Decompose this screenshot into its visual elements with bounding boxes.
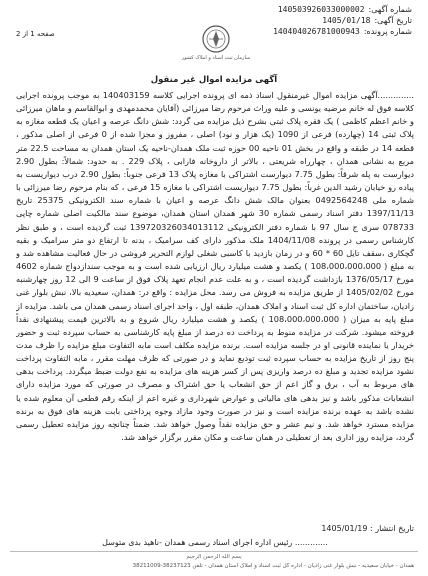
file-number: 140404026781000943 — [273, 27, 360, 36]
registry-emblem-icon — [201, 24, 231, 54]
ad-body-text: ..............آگهی مزایده اموال غیرمنقول اسناد ذمه ای پرونده اجرایی کلاسه 140403159 به موجب پرونده اجرایی کلاسه فوق له خانم مرضیه یونسی و علیه وراث مرحوم رضا میرزائی (آقایان محمدمهدی و ابوالقاسم و ماهان میرزائی و خانم اعظم کاظمی ) یک فقره پلاک ثبتی بشرح ذیل مزایده می گردد: شش دانگ عرصه و اعیان یک قطعه مغازه به پلاک ثبتی 14 (چهارده) فرعی از 1090 (یک هزار و نود) اصلی ، مفروز و مجزا شده از 0 فرعی از اصلی مذکور ، قطعه 14 در طبقه و واقع در بخش 01 ناحیه 00 حوزه ثبت ملک همدان-ناحیه یک استان همدان به مساحت 22.5 متر مربع به نشانی همدان ، چهارراه شریعتی ، بالاتر از داروخانه فارابی ، پلاک 229 . به حدود: شمالاً: بطول 2.90 دیوارست به پله شرقاً: بطول 7.75 دیوارست اشتراکی با مغازه پلاک 13 فرعی جنوباً: بطول 2.90 درب دیواریست به پیاده رو خیابان رشید الدین غرباً: بطول 7.75 دیواریست اشتراکی با مغازه 15 فرعی ، که بنام مرحوم رضا میرزائی با شماره ملی 0492564248 بعنوان مالک شش دانگ عرصه و اعیان با شماره سند الکترونیکی 25375 تاریخ 1397/11/13 دفتر اسناد رسمی شماره 30 شهر همدان استان همدان، موضوع سند مالکیت اصلی شماره چاپی 078733 سری ج سال 97 با شماره دفتر الکترونیکی 139720326034013112 ثبت گردیده است ، و طبق نظر کارشناس رسمی در پرونده 1404/11/08 ملک مذکور دارای کف سرامیک ، بدنه تا ارتفاع دو متر سرامیک و بقیه گچکاری ،سقف تایل 60 * 60 و در زمان بازدید با کاسبی شغلی لوازم التحریر فروشی در حال فعالیت مشاهده شد و به مبلغ ( 108،000،000،000 ) یکصد و هشت میلیارد ریال ارزیابی شده است و به موجب سندازدواج شماره 4602 مورخ 1376/05/17 بازداشت گردیده است ، و به علت عدم انجام تعهد پلاک فوق از ساعت 9 الی 12 روز چهارشنبه مورخ 1405/02/02 از طریق مزایده به فروش می رسد. محل مزایده : واقع در: همدان، سعیدیه بالا، نبش بلوار غنی زادیان، ساختمان اداره کل ثبت اسناد و املاک همدان، طبقه اول ، واحد اجرای اسناد رسمی همدان می باشد. مزایده از مبلغ پایه به میزان ( 108،000،000،000 ) یکصد و هشت میلیارد ریال شروع و به بالاترین قیمت پیشنهادی نقداً فروخته میشود. شرکت در مزایده منوط به پرداخت ده درصد از مبلغ پایه کارشناسی به حساب سپرده ثبت و حضور خریدار یا نماینده قانونی او در جلسه مزایده است. برنده مزایده مکلف است مابه التفاوت مبلغ مزایده را ظرف مدت پنج روز از تاریخ مزایده به حساب سپرده ثبت تودیع نماید و در صورتی که ظرف مهلت مقرر ، مابه التفاوت پرداخت نشود مزایده تجدید و مبلغ ده درصد واریزی پس از کسر هزینه های مزایده به نفع دولت ضبط میگردد. پرداخت بدهی های مربوط به آب ، برق و گاز اعم از حق انشعاب یا حق اشتراک و مصرف در صورتی که مورد مزایده دارای انشعابات مذکور باشد و نیز بدهی های مالیاتی و عوارض شهرداری و غیره اعم از اینکه رقم قطعی آن معلوم شده یا نشده باشد به عهده برنده مزایده است و نیز در صورت وجود مازاد وجوه پرداختی بابت هزینه های فوق به برنده مزایده مسترد خواهد شد. و نیم عشر و حق مزایده نقداً وصول خواهد شد. ضمناً چنانچه روز مزایده تعطیل رسمی گردد، مزایده روز اداری بعد از تعطیلی در همان ساعت و مکان مقرر برگزار خواهد شد. — [16, 90, 414, 443]
footer-center-text: بسم الله الرحمن الرحیم — [186, 554, 242, 560]
logo-caption: سازمان ثبت اسناد و املاک کشور — [181, 55, 251, 61]
file-number-label: شماره پرونده: — [363, 27, 412, 36]
footer-address: همدان - خیابان سعیدیه - نبش بلوار غنی زادیان - اداره کل ثبت اسناد و املاک استان همدان - تلفن 38237123-38211009 — [132, 563, 414, 569]
ad-number-row — [222, 4, 412, 15]
ad-body — [16, 89, 414, 521]
page-indicator: صفحه 1 از 2 — [16, 30, 55, 38]
publish-date-line — [321, 524, 414, 533]
publish-date: 1405/01/19 — [321, 524, 368, 533]
ad-date: 1405/01/18 — [322, 16, 371, 25]
ad-number-label: شماره آگهی: — [368, 5, 412, 14]
page-footer — [0, 551, 428, 576]
ad-title: آگهی مزایده اموال غیر منقول — [150, 75, 278, 85]
ad-number: 140503926033000002 — [277, 5, 365, 14]
ad-date-label: تاریخ آگهی: — [374, 16, 412, 25]
footer-divider — [10, 551, 418, 552]
registry-logo — [168, 24, 264, 68]
signatory-line: ............. رئیس اداره اجرای اسناد رسمی همدان -ناهید بدی متوسل — [102, 538, 328, 547]
publish-date-label: تاریخ انتشار : — [370, 524, 414, 533]
